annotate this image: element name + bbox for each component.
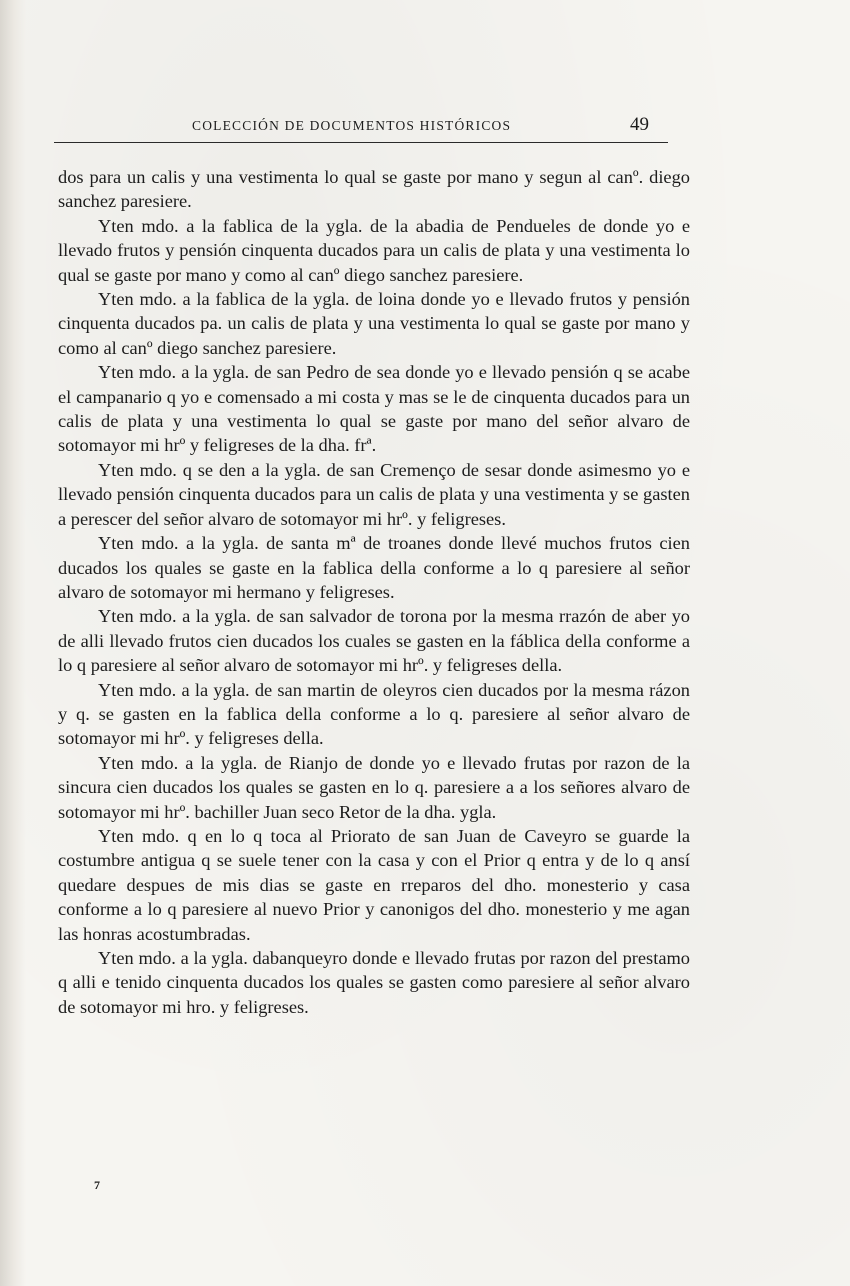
paragraph: Yten mdo. a la fablica de la ygla. de la abadia de Pendueles de donde yo e llevado frutos y pensión cinquenta ducados para un calis de plata y una vestimenta lo qual se gaste por mano y como al canº diego sanchez paresiere. xyxy=(58,215,690,285)
paragraph: dos para un calis y una vestimenta lo qual se gaste por mano y segun al canº. diego sanchez paresiere. xyxy=(58,167,690,212)
header-rule xyxy=(54,142,668,143)
document-body xyxy=(58,165,690,1019)
paragraph: Yten mdo. a la ygla. de Rianjo de donde yo e llevado frutas por razon de la sincura cien ducados los quales se gasten en lo q. paresiere a a los señores alvaro de sotomayor mi hrº. bachiller Juan seco Retor de la dha. ygla. xyxy=(58,752,690,822)
paragraph: Yten mdo. q se den a la ygla. de san Cremenço de sesar donde asimesmo yo e llevado pensión cinquenta ducados para un calis de plata y una vestimenta y se gasten a perescer del señor alvaro de sotomayor mi hrº. y feligreses. xyxy=(58,459,690,529)
book-spine-shadow xyxy=(0,0,26,1286)
paragraph: Yten mdo. a la fablica de la ygla. de loina donde yo e llevado frutos y pensión cinquenta ducados pa. un calis de plata y una vestimenta lo qual se gaste por mano y como al canº diego sanchez paresiere. xyxy=(58,289,690,358)
paragraph: Yten mdo. a la ygla. de san salvador de torona por la mesma rrazón de aber yo de alli llevado frutos cien ducados los cuales se gasten en la fáblica della conforme a lo q paresiere al señor alvaro de sotomayor mi hrº. y feligreses della. xyxy=(58,606,690,676)
paragraph: Yten mdo. a la ygla. de san Pedro de sea donde yo e llevado pensión q se acabe el campanario q yo e comensado a mi costa y mas se le de cinquenta ducados para un calis de plata y una vestimenta lo qual se gaste por mano del señor alvaro de sotomayor mi hrº y feligreses de la dha. frª. xyxy=(58,362,690,456)
paragraph: Yten mdo. q en lo q toca al Priorato de san Juan de Caveyro se guarde la costumbre antigua q se suele tener con la casa y con el Prior q entra y de lo q ansí quedare despues de mis dias se gaste en rreparos del dho. monesterio y casa conforme a lo q paresiere al nuevo Prior y canonigos del dho. monesterio y me agan las honras acostumbradas. xyxy=(58,825,690,944)
signature-mark: 7 xyxy=(94,1178,100,1192)
header-title: COLECCIÓN DE DOCUMENTOS HISTÓRICOS xyxy=(192,118,512,133)
paragraph: Yten mdo. a la ygla. de santa mª de troanes donde llevé muchos frutos cien ducados los quales se gaste en la fablica della conforme a lo q paresiere al señor alvaro de sotomayor mi hermano y feligreses. xyxy=(58,533,690,602)
paragraph: Yten mdo. a la ygla. dabanqueyro donde e llevado frutas por razon del prestamo q alli e tenido cinquenta ducados los quales se gasten como paresiere al señor alvaro de sotomayor mi hro. y feligreses. xyxy=(58,948,690,1017)
page-number: 49 xyxy=(630,114,649,135)
paragraph: Yten mdo. a la ygla. de san martin de oleyros cien ducados por la mesma rázon y q. se gasten en la fablica della conforme a lo q. paresiere al señor alvaro de sotomayor mi hrº. y feligreses della. xyxy=(58,679,690,749)
